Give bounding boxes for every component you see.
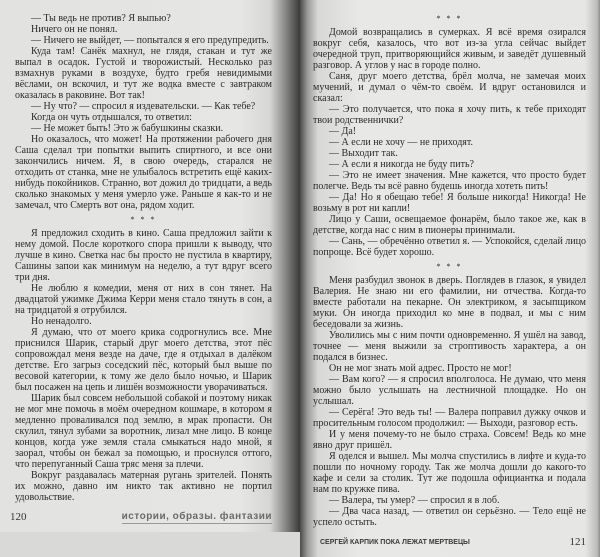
paragraph: — Это не имеет значения. Мне кажется, что просто будет полегче. Ведь ты всё равно будешь иногда хотеть пить! <box>313 170 586 192</box>
right-page-footer <box>313 528 586 549</box>
paragraph: Куда там! Санёк махнул, не глядя, стакан и тут же выпал в осадок. Густой и творожистый. Несколько раз взмахнув руками в воздухе, будто гребя невидимыми вёслами, он вскочил, и тут же водка вместе с завтраком оказалась в раковине. Вот так! <box>15 46 272 101</box>
paragraph: — Ты ведь не против? Я выпью? <box>31 13 171 24</box>
paragraph: — А если не хочу — не приходят. <box>329 137 473 148</box>
paragraph: Вокруг раздавалась матерная ругань зрителей. Понять их можно, давно им никто так активно не портил удовольствие. <box>15 470 272 503</box>
left-page-footer <box>10 503 272 524</box>
paragraph: Уволились мы с ним почти одновременно. Я ушёл на завод, точнее — меня выжили за строптивость характера, а он подался в бизнес. <box>313 330 586 363</box>
running-title: СЕРГЕЙ КАРПИК ПОКА ЛЕЖАТ МЕРТВЕЦЫ <box>320 539 470 546</box>
paragraph: — Да! <box>329 126 357 137</box>
paragraph: — Валера, ты умер? — спросил я в лоб. <box>329 495 500 506</box>
paragraph: — Не может быть! Это ж бабушкины сказки. <box>31 123 224 134</box>
paragraph: — Вам кого? — я спросил вполголоса. Не думаю, что меня можно было услышать на лестничной площадке. Но он услышал. <box>313 374 586 407</box>
running-title: истории, образы. фантазии <box>121 511 272 522</box>
left-page-text <box>15 13 272 503</box>
paragraph: — Серёга! Это ведь ты! — Валера поправил дужку очков и просительным голосом продолжил: — Выходи, разговор есть. <box>313 407 586 429</box>
page-number: 121 <box>569 536 586 548</box>
paragraph: — Выходит так. <box>329 148 398 159</box>
paragraph: Лицо у Саши, освещаемое фонарём, было такое же, как в детстве, когда нас с ним в пионеры принимали. <box>313 214 586 236</box>
section-separator: * * * <box>436 14 463 23</box>
paragraph: Я думаю, что от моего крика содрогнулись все. Мне приснился Шарик, старый друг моего детства, этот пёс сопровождал меня везде на даче, где я отдыхал в далёком детстве. Его загрыз соседский пёс, который был выше по весовой категории, к тому же дело было ночью, и Шарик был посажен на цепь и лишён возможности уворачиваться. <box>15 327 272 393</box>
paragraph: — Ничего не выйдет, — попытался я его предупредить. <box>31 35 269 46</box>
paragraph: Когда он чуть отдышался, то ответил: <box>31 112 192 123</box>
paragraph: Но оказалось, что может! На протяжении рабочего дня Саша сделал три попытки выпить спиртного, и все они закончились ничем. Я, в свою очередь, старался не отходить от станка, мне не улыбалось встретить ещё каких-нибудь покойников. Странно, вот дожил до тридцати, а ведь сколько знакомых у меня умерло уже. Раньше я как-то и не замечал, что Смерть вот она, рядом ходит. <box>15 134 272 211</box>
paragraph: — Два часа назад, — ответил он серьёзно. — Тело ещё не успело остыть. <box>313 506 586 528</box>
paragraph: Я предложил сходить в кино. Саша предложил зайти к нему домой. После короткого спора пришли к выводу, что лучше в кино. Светка нас бы просто не пустила в квартиру, Сашины запои как минимум на неделю, а тут вдруг всего три дня. <box>15 228 272 283</box>
section-separator: * * * <box>436 262 463 271</box>
page-number: 120 <box>10 511 27 523</box>
paragraph: Домой возвращались в сумерках. Я всё время озирался вокруг себя, казалось, что вот из-за угла сейчас выйдет очередной труп, притворяющийся живым, и заведёт душевный разговор. А углов у нас в городе полно. <box>313 27 586 71</box>
paragraph: Но ненадолго. <box>31 316 92 327</box>
right-page <box>300 0 600 557</box>
paragraph: — Да! Но я обещаю тебе! Я больше никогда! Никогда! Не возьму в рот ни капли! <box>313 192 586 214</box>
paragraph: — А если я никогда не буду пить? <box>329 159 474 170</box>
left-page <box>0 0 300 532</box>
paragraph: Меня разбудил звонок в дверь. Поглядев в глазок, я увидел Валерия. Не знаю ни его фамилии, ни отчества. Когда-то вместе работали на пекарне. Он электриком, я засыпщиком муки. Он иногда приходил ко мне в подвал, и мы с ним беседовали за жизнь. <box>313 275 586 330</box>
right-page-text <box>313 10 586 528</box>
paragraph: Не люблю я комедии, меня от них в сон тянет. На двадцатой ужимке Джима Керри меня стало тянуть в сон, а на тридцатой я отрубился. <box>15 283 272 316</box>
section-separator: * * * <box>130 215 157 224</box>
paragraph: Саня, друг моего детства, брёл молча, не замечая моих мучений, и думал о чём-то своём. И вдруг остановился и сказал: <box>313 71 586 104</box>
paragraph: — Ну что? — спросил я издевательски. — Как тебе? <box>31 101 256 112</box>
paragraph: — Сань, — обречённо ответил я. — Успокойся, сделай лицо попроще. Всё будет хорошо. <box>313 236 586 258</box>
paragraph: Ничего он не понял. <box>31 24 118 35</box>
paragraph: И у меня почему-то не было страха. Совсем! Ведь ко мне явно друг пришёл. <box>313 429 586 451</box>
paragraph: Я оделся и вышел. Мы молча спустились в лифте и куда-то пошли по ночному городу. Так же молча дошли до какого-то кафе и сели за столик. Тут же подошла официантка и подала нам по кружке пива. <box>313 451 586 495</box>
paragraph: — Это получается, что пока я хочу пить, к тебе приходят твои родственнички? <box>313 104 586 126</box>
paragraph: Шарик был совсем небольшой собакой и поэтому никак не мог мне помочь в моём очередном кошмаре, в котором я медленно проваливался под землю, в мрак пропасти. Он скулил, тянул зубами за воротник, лизал мне лицо. В конце концов, когда уже земля стала смыкаться надо мной, я заорал, чтобы он бежал за помощью, и проснулся оттого, что перепуганный Саша тряс меня за плечи. <box>15 393 272 470</box>
paragraph: Он не мог знать мой адрес. Просто не мог! <box>329 363 512 374</box>
